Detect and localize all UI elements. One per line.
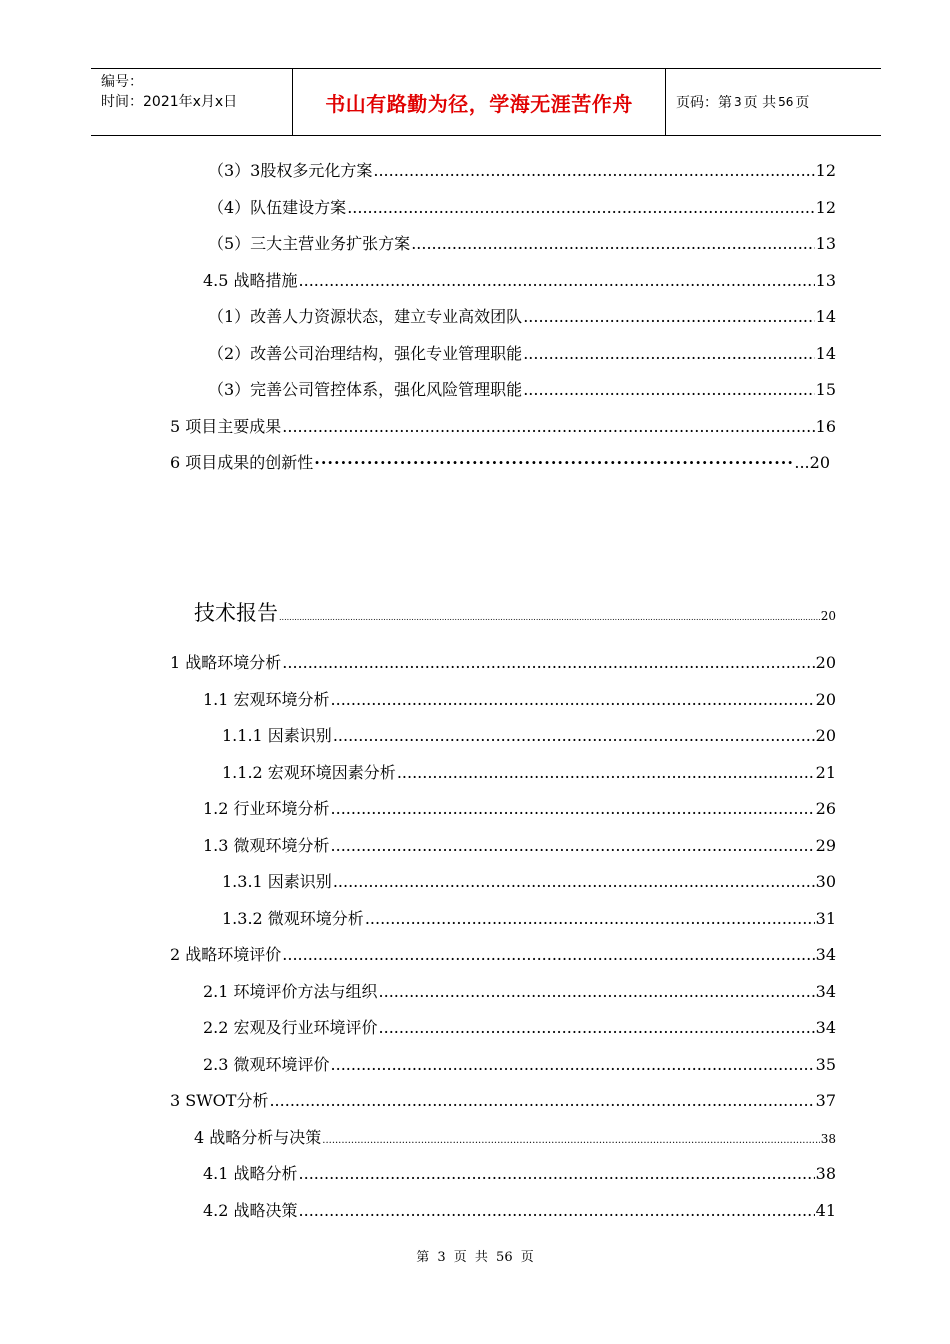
toc-entry-page: 20 — [815, 726, 836, 745]
toc-entry-page: 35 — [815, 1055, 836, 1074]
toc-leader — [365, 908, 815, 930]
toc-leader — [373, 160, 814, 182]
toc-entry-page: 14 — [815, 344, 836, 363]
toc-entry-label: 1.3.2 微观环境分析 — [222, 909, 364, 928]
toc-entry-page: 30 — [815, 872, 836, 891]
toc-entry[interactable] — [222, 908, 836, 930]
toc-leader — [322, 1130, 819, 1152]
toc-entry[interactable] — [203, 1200, 836, 1222]
toc-entry[interactable] — [170, 652, 836, 674]
toc-entry[interactable] — [170, 416, 836, 438]
toc-entry-label: （2）改善公司治理结构，强化专业管理职能 — [208, 344, 523, 363]
toc-leader — [269, 1090, 814, 1112]
toc-entry-page: 29 — [815, 836, 836, 855]
document-number: 编号： — [101, 74, 143, 90]
toc-entry-label: （1）改善人力资源状态，建立专业高效团队 — [208, 307, 523, 326]
toc-entry-page: 14 — [815, 307, 836, 326]
toc-entry-label: 1 战略环境分析 — [170, 653, 282, 672]
toc-leader — [279, 604, 820, 632]
toc-entry-label: 4.2 战略决策 — [203, 1201, 298, 1220]
toc-entry-page: 41 — [815, 1201, 836, 1220]
toc-entry-page: 38 — [820, 1132, 836, 1146]
toc-entry[interactable] — [208, 197, 836, 219]
toc-entry-page: ...20 — [794, 453, 830, 472]
page-total: 56 — [778, 95, 794, 109]
toc-entry-page: 21 — [815, 763, 836, 782]
toc-entry-label: 4 战略分析与决策 — [194, 1128, 322, 1147]
toc-entry-page: 20 — [815, 690, 836, 709]
toc-entry-label: 2 战略环境评价 — [170, 945, 282, 964]
page-current: 3 — [734, 95, 742, 109]
toc-entry[interactable] — [170, 1090, 836, 1112]
toc-entry[interactable] — [203, 835, 836, 857]
toc-entry[interactable] — [208, 233, 836, 255]
toc-leader — [299, 1163, 815, 1185]
toc-entry-label: 4.5 战略措施 — [203, 271, 298, 290]
toc-entry[interactable] — [208, 306, 836, 328]
toc-entry-page: 37 — [815, 1091, 836, 1110]
toc-leader — [347, 197, 814, 219]
toc-entry-page: 13 — [815, 271, 836, 290]
document-time: 时间：2021年x月x日 — [101, 94, 238, 110]
toc-entry-page: 26 — [815, 799, 836, 818]
toc-entry-label: 3 SWOT分析 — [170, 1091, 269, 1110]
toc-entry[interactable] — [170, 452, 830, 474]
toc-leader — [523, 379, 814, 401]
toc-leader — [523, 306, 814, 328]
toc-entry-label: 2.3 微观环境评价 — [203, 1055, 330, 1074]
toc-entry[interactable] — [203, 798, 836, 820]
header-motto: 书山有路勤为径，学海无涯苦作舟 — [293, 69, 666, 135]
toc-entry[interactable] — [208, 160, 836, 182]
toc-leader — [411, 233, 814, 255]
toc-leader — [333, 725, 815, 747]
toc-entry-page: 20 — [815, 653, 836, 672]
page-header — [91, 68, 881, 136]
toc-entry-page: 31 — [815, 909, 836, 928]
toc-leader — [397, 762, 815, 784]
toc-entry[interactable] — [222, 725, 836, 747]
toc-entry-label: （4）队伍建设方案 — [208, 198, 347, 217]
toc-entry-label: 1.1.1 因素识别 — [222, 726, 332, 745]
toc-leader — [333, 871, 815, 893]
toc-entry-label: （3）完善公司管控体系，强化风险管理职能 — [208, 380, 523, 399]
toc-entry-page: 13 — [815, 234, 836, 253]
toc-entry-label: （3）3股权多元化方案 — [208, 161, 373, 180]
toc-leader — [331, 798, 815, 820]
toc-entry-label: 1.1 宏观环境分析 — [203, 690, 330, 709]
header-page-info — [666, 69, 881, 135]
toc-leader — [331, 689, 815, 711]
toc-entry-page: 34 — [815, 982, 836, 1001]
toc-entry[interactable] — [203, 1017, 836, 1039]
toc-entry-page: 16 — [815, 417, 836, 436]
toc-entry-label: 6 项目成果的创新性 — [170, 453, 314, 472]
toc-entry[interactable] — [194, 1127, 836, 1149]
toc-entry-label: 5 项目主要成果 — [170, 417, 282, 436]
toc-entry-page: 15 — [815, 380, 836, 399]
toc-entry-page: 34 — [815, 1018, 836, 1037]
toc-entry-label: 2.1 环境评价方法与组织 — [203, 982, 378, 1001]
toc-entry[interactable] — [203, 1163, 836, 1185]
toc-entry-page: 12 — [815, 198, 836, 217]
toc-leader — [299, 270, 815, 292]
toc-entry-label: （5）三大主营业务扩张方案 — [208, 234, 411, 253]
toc-entry[interactable] — [222, 871, 836, 893]
tech-report-heading[interactable] — [194, 599, 836, 627]
toc-entry-label: 1.1.2 宏观环境因素分析 — [222, 763, 396, 782]
toc-entry-label: 1.3 微观环境分析 — [203, 836, 330, 855]
tech-report-title: 技术报告 — [194, 601, 278, 625]
toc-entry-label: 1.3.1 因素识别 — [222, 872, 332, 891]
toc-leader — [379, 981, 815, 1003]
toc-entry-page: 38 — [815, 1164, 836, 1183]
tech-report-page: 20 — [820, 609, 836, 623]
toc-entry-page: 12 — [815, 161, 836, 180]
toc-leader — [314, 452, 793, 474]
toc-leader — [299, 1200, 815, 1222]
toc-entry-label: 4.1 战略分析 — [203, 1164, 298, 1183]
page-suffix: 页 — [795, 95, 810, 111]
page-mid: 页 共 — [743, 95, 777, 111]
page-prefix: 页码：第 — [676, 95, 732, 111]
toc-entry[interactable] — [203, 689, 836, 711]
toc-leader — [282, 652, 814, 674]
toc-leader — [331, 1054, 815, 1076]
toc-entry[interactable] — [203, 270, 836, 292]
toc-entry-label: 2.2 宏观及行业环境评价 — [203, 1018, 378, 1037]
toc-entry[interactable] — [222, 762, 836, 784]
page-footer: 第 3 页 共 56 页 — [416, 1250, 534, 1265]
toc-entry[interactable] — [208, 379, 836, 401]
toc-leader — [282, 944, 814, 966]
toc-entry[interactable] — [203, 981, 836, 1003]
toc-leader — [282, 416, 814, 438]
toc-entry-label: 1.2 行业环境分析 — [203, 799, 330, 818]
toc-entry[interactable] — [203, 1054, 836, 1076]
toc-entry[interactable] — [208, 343, 836, 365]
toc-entry-page: 34 — [815, 945, 836, 964]
toc-leader — [331, 835, 815, 857]
toc-leader — [379, 1017, 815, 1039]
toc-entry[interactable] — [170, 944, 836, 966]
toc-leader — [523, 343, 814, 365]
header-meta — [91, 69, 293, 135]
